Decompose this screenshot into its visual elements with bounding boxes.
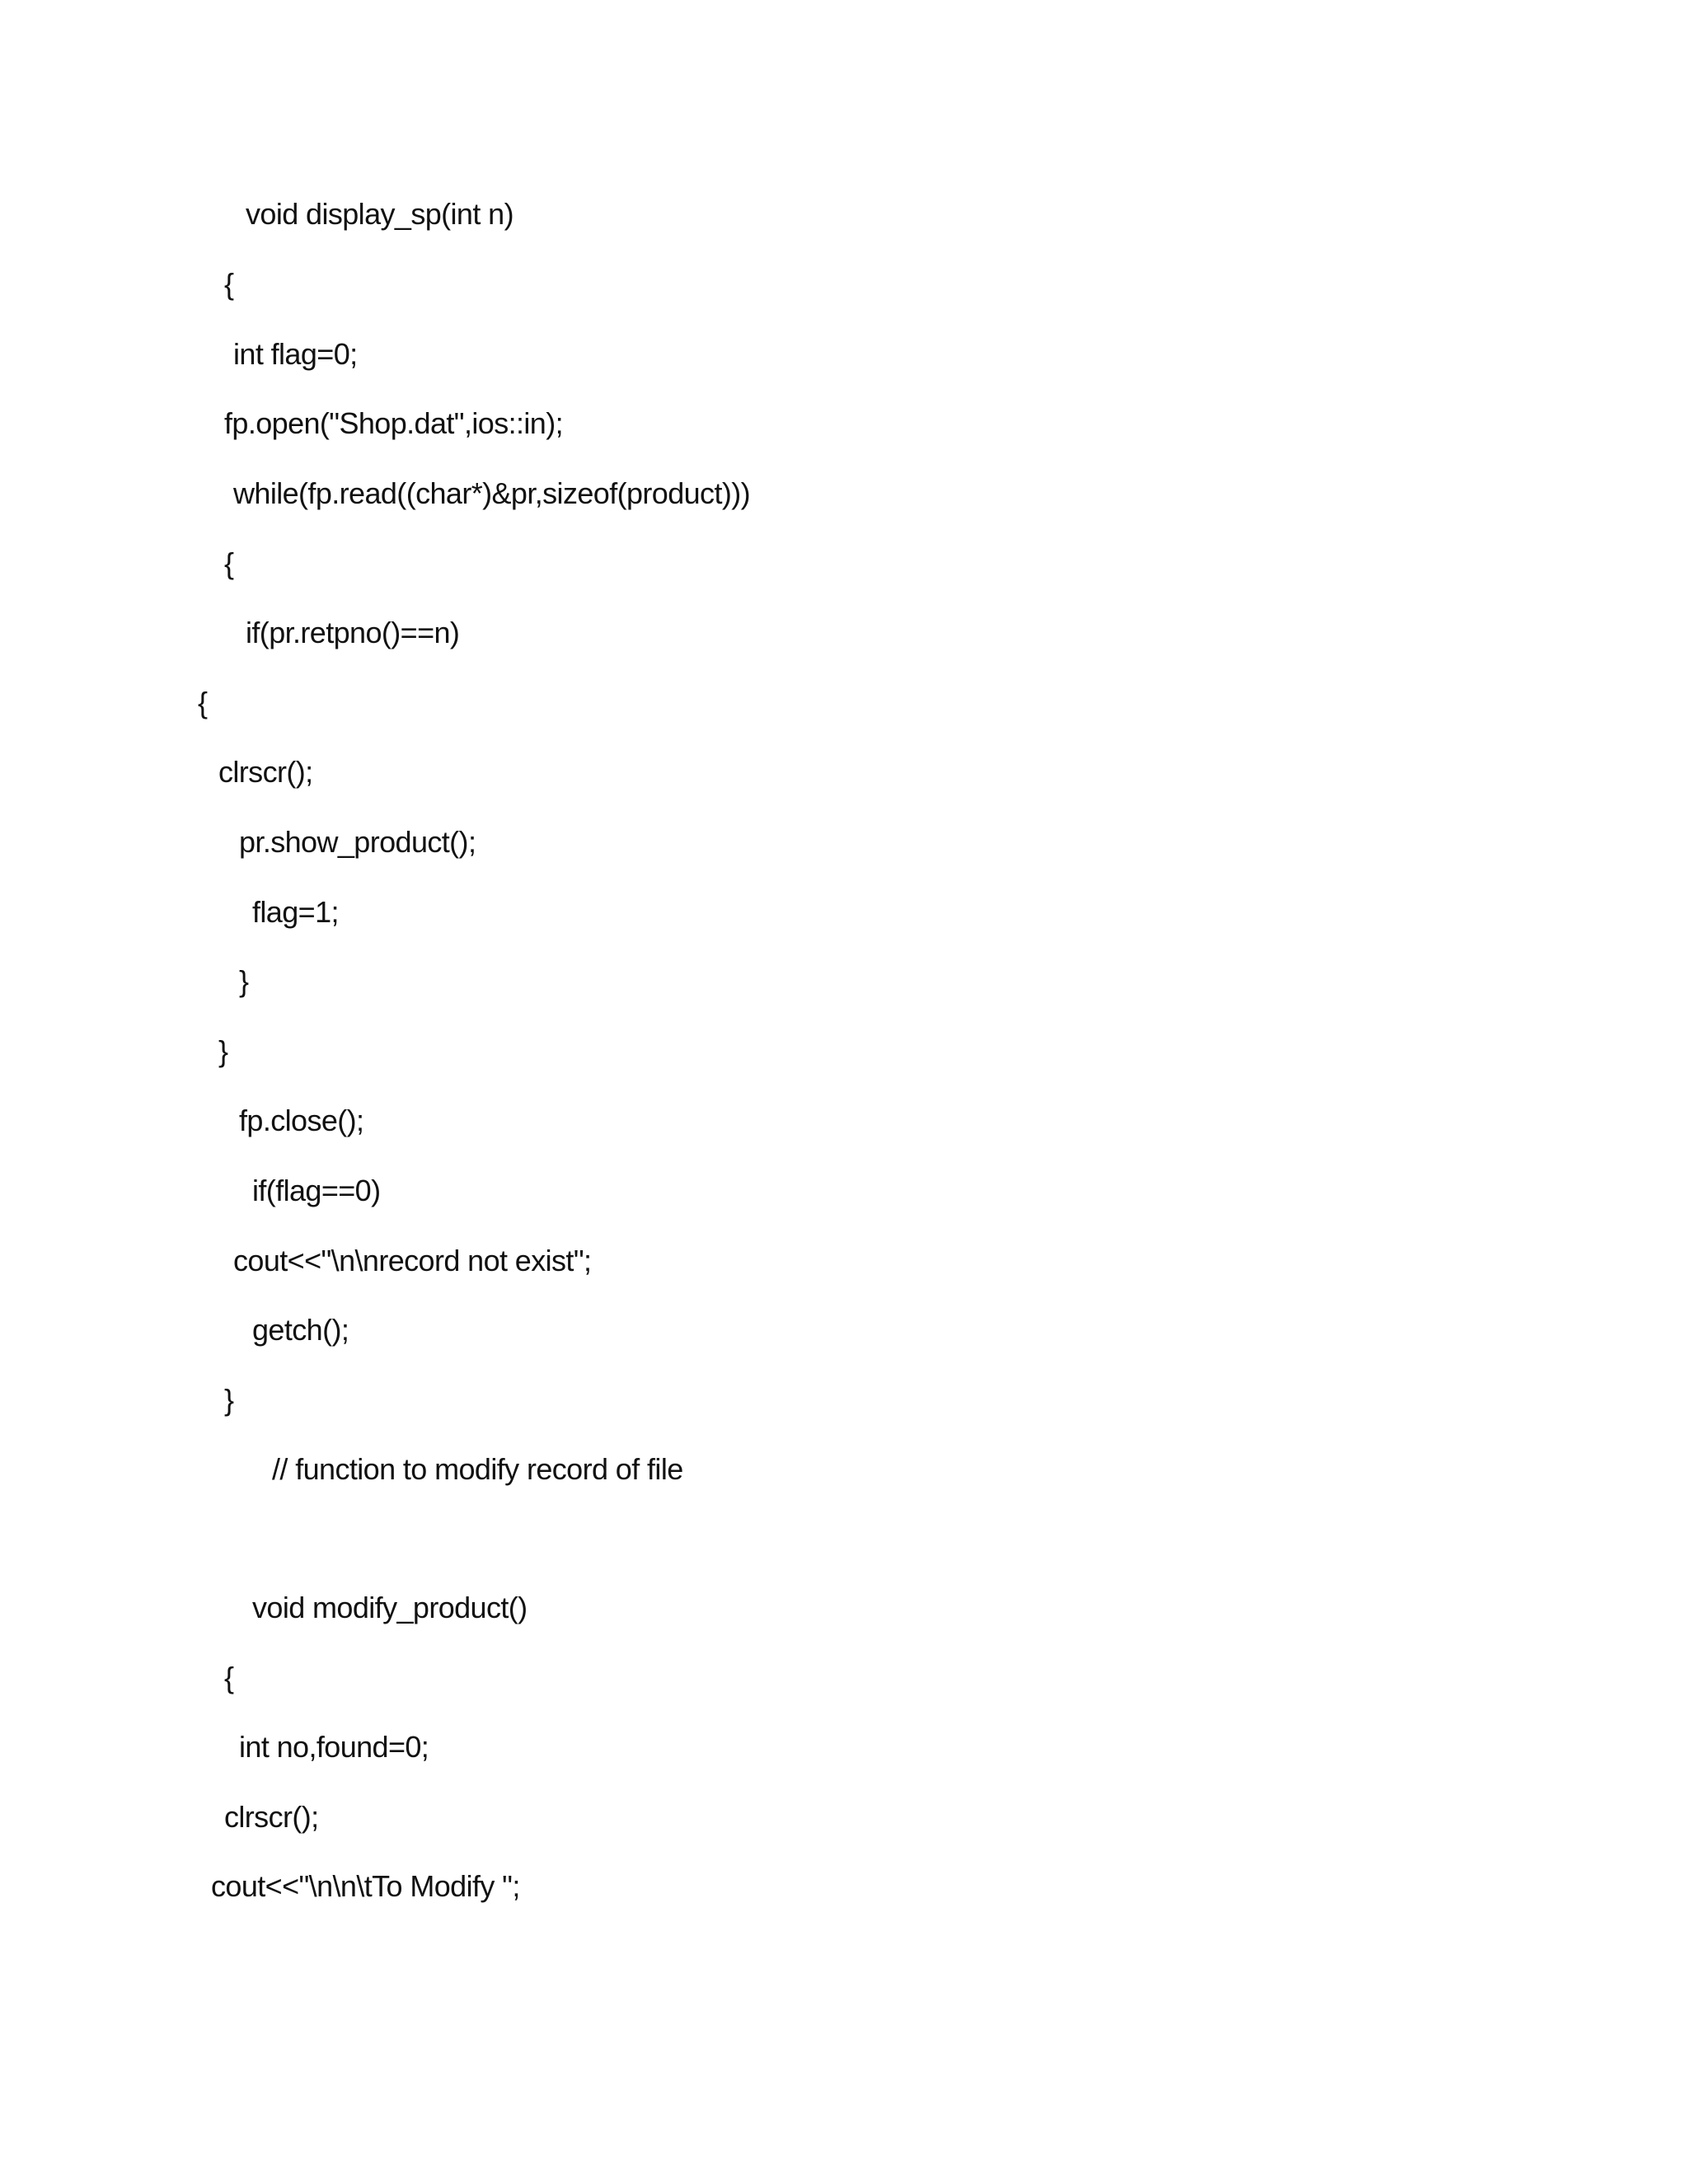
code-line: if(flag==0) [252, 1174, 381, 1207]
code-line: } [224, 1383, 234, 1417]
code-line: while(fp.read((char*)&pr,sizeof(product))) [233, 476, 751, 510]
code-line: flag=1; [252, 895, 339, 929]
code-line: fp.close(); [239, 1104, 364, 1137]
code-line: { [224, 1661, 234, 1694]
code-line: int no,found=0; [239, 1730, 429, 1764]
code-line: if(pr.retpno()==n) [246, 616, 460, 649]
code-line: void display_sp(int n) [246, 197, 513, 231]
code-line: { [224, 267, 234, 301]
code-line: } [218, 1034, 228, 1068]
code-line: clrscr(); [224, 1800, 319, 1834]
code-line: void modify_product() [252, 1591, 528, 1624]
code-line: { [224, 546, 234, 580]
code-line: int flag=0; [233, 337, 358, 371]
code-line: fp.open("Shop.dat",ios::in); [224, 406, 564, 440]
code-line: getch(); [252, 1313, 349, 1347]
code-line: } [239, 964, 249, 998]
code-line: pr.show_product(); [239, 825, 476, 859]
code-line: clrscr(); [218, 755, 313, 789]
code-line: cout<<"\n\nrecord not exist"; [233, 1244, 592, 1277]
code-line: { [198, 686, 208, 719]
code-line: // function to modify record of file [272, 1452, 683, 1486]
code-line: cout<<"\n\n\tTo Modify "; [211, 1869, 520, 1903]
